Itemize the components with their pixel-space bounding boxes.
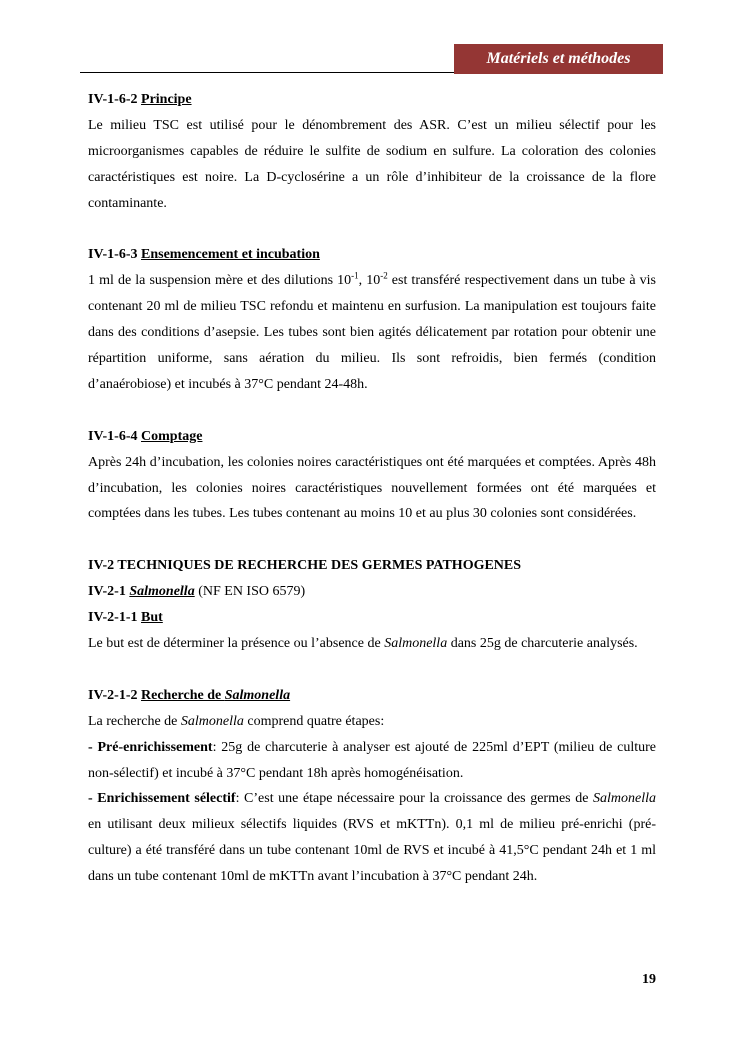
enrichissement-label: - Enrichissement sélectif (88, 791, 236, 807)
spacer (88, 657, 656, 683)
recherche-number: IV-2-1-2 (88, 687, 138, 703)
salmonella-heading (88, 579, 656, 605)
dilution-exponent-2: -2 (380, 270, 388, 281)
ensemencement-text-b: , 10 (358, 273, 381, 289)
pre-enrichissement-label: - Pré-enrichissement (88, 739, 213, 755)
but-paragraph (88, 631, 656, 657)
ensemencement-text-c: est transféré respectivement dans un tube à vis contenant 20 ml de milieu TSC refondu et maintenu en surfusion. La manipulation est toujours faite dans des conditions d’asepsie. Les tubes sont bien agités délicatement par rotation pour obtenir une répartition uniforme, sans aération du milieu. Ils sont refroidis, bien fermés (condition d’anaérobiose) et incubés à 37°C pendant 24-48h. (88, 273, 656, 392)
recherche-title-a: Recherche de (141, 687, 225, 703)
enrichissement-paragraph (88, 786, 656, 890)
enrichissement-text-a: : C’est une étape nécessaire pour la croissance des germes de (235, 791, 593, 807)
section-2-heading: IV-2 TECHNIQUES DE RECHERCHE DES GERMES PATHOGENES (88, 558, 522, 574)
recherche-title (141, 688, 290, 703)
salmonella-title: Salmonella (129, 584, 195, 600)
recherche-intro-italic: Salmonella (180, 713, 244, 729)
recherche-intro-b: comprend quatre étapes: (243, 713, 385, 729)
section-header-title: Matériels et méthodes (486, 50, 631, 67)
comptage-paragraph: Après 24h d’incubation, les colonies noires caractéristiques ont été marquées et comptées. Après 48h d’incubation, les colonies noires caractéristiques nouvellement formées ont été marquées et comptées dans les tubes. Les tubes contenant au moins 10 et au plus 30 colonies sont considérées. (88, 454, 656, 522)
recherche-intro-a: La recherche de (88, 713, 181, 729)
ensemencement-text-a: 1 ml de la suspension mère et des dilutions 10 (88, 273, 352, 289)
but-number: IV-2-1-1 (88, 610, 138, 626)
principe-paragraph: Le milieu TSC est utilisé pour le dénombrement des ASR. C’est un milieu sélectif pour les microorganismes capables de réduire le sulfite de sodium en sulfure. La coloration des colonies caractéristiques est noire. La D-cyclosérine a un rôle d’inhibiteur de la croissance de la flore contaminante. (88, 117, 656, 211)
salmonella-number: IV-2-1 (88, 584, 126, 600)
ensemencement-number: IV-1-6-3 (88, 247, 138, 263)
principe-title: Principe (141, 92, 192, 107)
but-text-a: Le but est de déterminer la présence ou l’absence de (88, 635, 385, 651)
pre-enrichissement-text: : 25g de charcuterie à analyser est ajouté de 225ml d’EPT (milieu de culture non-sélectif) et incubé à 37°C pendant 18h après homogénéisation. (88, 739, 656, 781)
spacer (88, 398, 656, 424)
section-header-badge (454, 44, 663, 74)
ensemencement-title: Ensemencement et incubation (141, 247, 320, 263)
but-text-b: dans 25g de charcuterie analysés. (447, 635, 638, 651)
enrichissement-italic: Salmonella (593, 791, 656, 807)
principe-number: IV-1-6-2 (88, 92, 138, 107)
page-content (88, 87, 656, 890)
salmonella-reference: (NF EN ISO 6579) (194, 584, 306, 600)
principe-heading (88, 87, 656, 113)
but-heading (88, 605, 656, 631)
page-number: 19 (642, 972, 656, 987)
recherche-intro (88, 709, 656, 735)
enrichissement-text-b: en utilisant deux milieux sélectifs liquides (RVS et mKTTn). 0,1 ml de milieu pré-enrichi (pré-culture) a été transféré dans un tube contenant 10ml de RVS et incubé à 41,5°C pendant 24h et 1 ml dans un tube contenant 10ml de mKTTn avant l’incubation à 37°C pendant 24h. (88, 817, 656, 885)
pre-enrichissement-paragraph (88, 735, 656, 787)
spacer (88, 527, 656, 553)
spacer (88, 217, 656, 243)
comptage-title: Comptage (141, 428, 203, 444)
ensemencement-heading (88, 242, 656, 268)
recherche-heading (88, 683, 656, 709)
comptage-heading (88, 424, 656, 450)
recherche-title-b: Salmonella (224, 687, 291, 703)
dilution-exponent-1: -1 (351, 270, 359, 281)
comptage-number: IV-1-6-4 (88, 428, 138, 444)
header-rule (80, 72, 454, 73)
but-title: But (141, 610, 163, 626)
ensemencement-paragraph (88, 268, 656, 398)
but-italic: Salmonella (384, 635, 448, 651)
